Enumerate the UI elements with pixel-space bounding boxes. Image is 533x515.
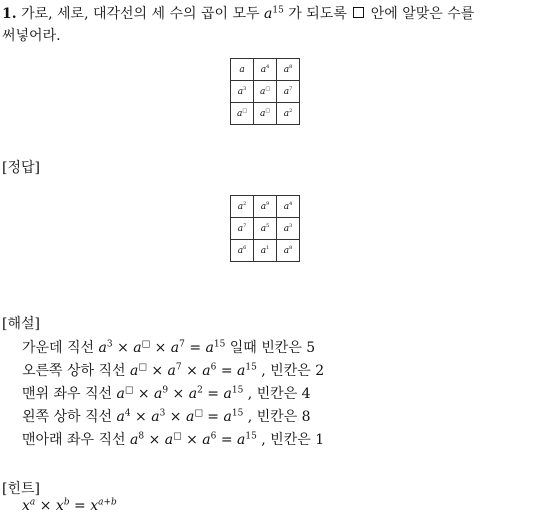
explanation-line [22,337,315,357]
term-exp: 2 [197,385,203,396]
cell-exp: 3 [243,85,247,92]
cell-exp: 8 [289,244,293,251]
cell-base: a [237,223,244,234]
term-base: a [185,409,195,425]
grid-cell [277,218,300,240]
cell-base: a [259,86,266,97]
term-base: a [202,432,211,448]
explanation-suffix: , 빈칸은 2 [261,363,325,379]
question-text-line2: 써넣어라. [2,28,61,44]
question-power-base: a [264,6,273,22]
grid-cell [254,81,277,103]
times-operator: × [168,386,189,402]
cell-base: a [237,86,244,97]
hint-base1: x [22,498,30,514]
hint-label: [힌트] [2,481,40,497]
term-base: a [130,363,139,379]
cell-base: a [239,64,245,75]
answer-grid [230,195,300,262]
explanation-suffix: 일때 빈칸은 5 [229,340,316,356]
result-base: a [223,386,232,402]
explanation-line [22,383,311,403]
term-base: a [154,386,163,402]
result-base: a [223,409,232,425]
grid-cell [277,81,300,103]
term-base: a [130,432,139,448]
explanation-suffix: , 빈칸은 8 [247,409,311,425]
result-base: a [237,363,246,379]
result-base: a [205,340,214,356]
result-exp: 15 [213,339,226,350]
term-base: a [188,386,198,402]
grid-cell [254,196,277,218]
term-exp: 7 [175,362,182,373]
hint-exp3: a+b [98,497,117,508]
cell-base: a [260,201,267,212]
cell-base: a [237,245,244,256]
cell-exp: 7 [289,85,293,92]
grid-cell [231,196,254,218]
cell-exp: 4 [266,63,270,70]
hint-base3: x [90,498,99,514]
cell-exp: 2 [289,107,293,114]
cell-exp: □ [265,107,271,114]
equals-operator: = [202,409,224,425]
cell-base: a [283,223,290,234]
term-exp: 8 [138,431,145,442]
term-exp: □ [124,385,134,396]
term-base: a [167,363,176,379]
grid-cell [277,103,300,125]
explanation-line [22,406,311,426]
times-operator: × [165,409,186,425]
times-operator: × [181,432,203,448]
cell-exp: □ [242,107,248,114]
term-exp: 9 [162,385,169,396]
hint-formula [22,498,117,514]
cell-base: a [260,245,267,256]
term-exp: 7 [179,339,185,350]
grid-cell [231,81,254,103]
problem-grid [230,58,300,125]
cell-base: a [283,245,290,256]
times-operator: × [146,363,168,379]
term-exp: □ [141,339,151,350]
cell-base: a [237,201,244,212]
times-operator: × [112,340,134,356]
hint-base2: x [55,498,64,514]
grid-row [231,196,300,218]
question-power-exp: 15 [272,5,284,16]
grid-cell [231,103,254,125]
term-exp: 3 [159,408,166,419]
cell-exp: 2 [243,200,247,207]
grid-row [231,81,300,103]
term-base: a [98,340,107,356]
question-text-1: 가로, 세로, 대각선의 세 수의 곱이 모두 [21,6,260,22]
term-base: a [116,386,125,402]
term-base: a [151,409,160,425]
question-text-2: 가 되도록 [288,6,347,22]
term-exp: □ [138,362,147,373]
cell-base: a [236,108,243,119]
explanation-prefix: 가운데 직선 [22,340,95,356]
result-exp: 15 [231,408,244,419]
explanation-prefix: 맨아래 좌우 직선 [22,432,126,448]
grid-cell [277,59,300,81]
explanation-suffix: , 빈칸은 4 [247,386,311,402]
grid-cell [277,196,300,218]
grid-cell [254,59,277,81]
grid-cell [254,103,277,125]
blank-box-symbol [353,7,364,18]
equals-operator: = [202,386,224,402]
cell-base: a [283,201,290,212]
term-base: a [202,363,211,379]
cell-exp: □ [265,85,271,92]
cell-exp: 8 [289,63,293,70]
grid-cell [277,240,300,262]
cell-exp: 7 [243,222,247,229]
explanation-prefix: 맨위 좌우 직선 [22,386,113,402]
result-exp: 15 [245,362,257,373]
times-operator: × [133,386,155,402]
cell-exp: 6 [243,244,247,251]
cell-base: a [260,223,267,234]
equals-operator: = [184,340,206,356]
term-exp: □ [194,408,203,419]
times-operator: × [150,340,171,356]
hint-op: × [39,498,52,514]
cell-exp: 3 [289,222,293,229]
cell-exp: 1 [266,244,270,251]
hint-exp2: b [63,497,70,508]
equals-operator: = [216,432,238,448]
cell-base: a [283,86,290,97]
cell-base: a [260,64,267,75]
hint-eq: = [74,498,86,514]
explanation-suffix: , 빈칸은 1 [261,432,325,448]
grid-row [231,218,300,240]
grid-cell [231,59,254,81]
term-exp: 6 [210,362,217,373]
cell-exp: 9 [266,200,270,207]
grid-cell [254,218,277,240]
cell-base: a [259,108,266,119]
answer-label: [정답] [2,160,40,176]
explanation-prefix: 왼쪽 상하 직선 [22,409,113,425]
result-exp: 15 [231,385,244,396]
grid-row [231,59,300,81]
question-block [2,3,530,47]
times-operator: × [181,363,203,379]
times-operator: × [130,409,152,425]
times-operator: × [144,432,165,448]
explanation-line [22,360,324,380]
term-base: a [133,340,142,356]
cell-exp: 5 [266,222,270,229]
term-exp: 6 [210,431,217,442]
result-exp: 15 [245,431,257,442]
grid-row [231,103,300,125]
grid-row [231,240,300,262]
term-exp: 3 [106,339,113,350]
term-exp: 4 [124,408,131,419]
grid-cell [254,240,277,262]
grid-cell [231,218,254,240]
term-base: a [116,409,125,425]
grid-cell [231,240,254,262]
cell-base: a [283,108,290,119]
equals-operator: = [216,363,238,379]
term-base: a [170,340,180,356]
question-text-3: 안에 알맞은 수를 [370,6,475,22]
hint-exp1: a [29,497,36,508]
term-base: a [164,432,174,448]
explanation-label: [해설] [2,316,40,332]
cell-base: a [283,64,290,75]
result-base: a [237,432,246,448]
question-number: 1. [2,6,17,22]
explanation-line [22,429,324,449]
term-exp: □ [173,431,182,442]
explanation-prefix: 오른쪽 상하 직선 [22,363,126,379]
cell-exp: 4 [289,200,293,207]
